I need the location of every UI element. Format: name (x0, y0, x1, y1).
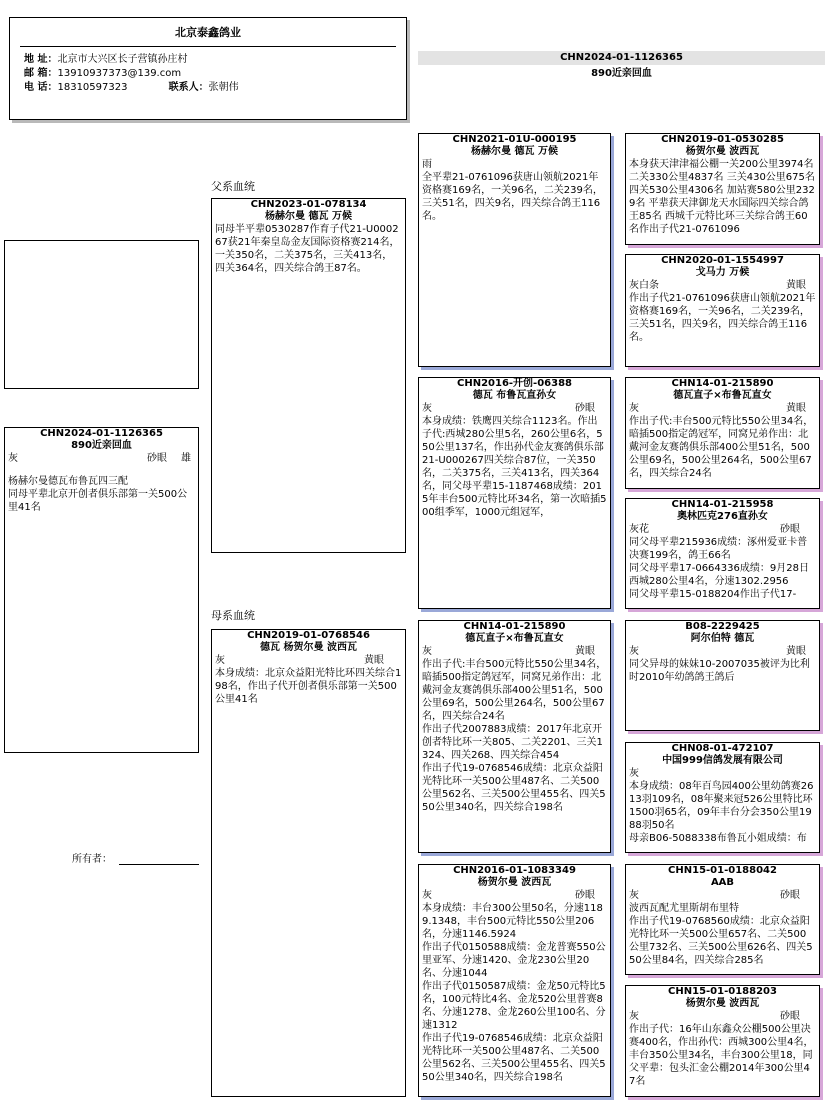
subject-card (4, 427, 199, 753)
dd-name: 杨贺尔曼 波西瓦 (477, 877, 552, 888)
sdd-eye: 砂眼 (780, 524, 800, 535)
ssd-ring: CHN2020-01-1554997 (661, 255, 784, 266)
ddd-traits (626, 1010, 819, 1023)
ddd-notes: 作出子代：16年山东鑫众公棚500公里决赛400名，作出孙代：西城300公里4名，丰台350公里34名，丰台300公里18，同父平辈：包头汇金公棚2014年300公里47名 (629, 1024, 814, 1087)
sds-notes: 作出子代:丰台500元特比550公里34名，暗插500指定鸽冠军，同窝兄弟作出：北戴河金友赛鸽俱乐部400公里51名，500公里69名，500公里264名，500公里67名，四关综合24名 (629, 416, 814, 479)
dds-color: 灰 (629, 890, 639, 901)
ddd-ring: CHN15-01-0188203 (668, 986, 777, 997)
ds-ring: CHN14-01-215890 (463, 621, 566, 632)
ds-eye: 黄眼 (575, 646, 595, 657)
dds-eye: 砂眼 (780, 890, 800, 901)
owner-line[interactable] (119, 854, 199, 865)
ssd-name: 戈马力 万候 (695, 267, 750, 278)
pigeon-photo-placeholder (4, 240, 199, 389)
dam-notes: 本身成绩：北京众益阳光特比环四关综合198名，作出子代开创者俱乐部第一关500公里41名 (215, 668, 402, 705)
dd-color: 灰 (422, 890, 432, 901)
subject-ring: CHN2024-01-1126365 (40, 428, 163, 439)
ddd-name: 杨贺尔曼 波西瓦 (685, 998, 760, 1009)
owner-label: 所有者： (72, 854, 112, 865)
subject-sex: 雄 (181, 453, 191, 464)
sds-eye: 黄眼 (786, 403, 806, 414)
kennel-name: 北京泰鑫鸽业 (175, 26, 241, 39)
dsd-name: 中国999信鸽发展有限公司 (662, 755, 783, 766)
contact-label: 联系人： (168, 82, 209, 93)
dd-notes: 本身成绩：丰台300公里50名，分速1189.1348，丰台500元特比550公里206名，分速1146.5924 作出子代0150588成绩：金龙普赛550公里亚军、分速1420、金龙230公里20名、分速1044 作出子代0150587成绩：金龙50元特比5名，100元特比4名、金龙520公里普赛8名、分速1278、金龙260公里100名、分速1312 作出子代19-0768546成绩：北京众益阳光特比环一关500公里487名、二关500公里562名、三关500公里455名、四关550公里340名，四关综合198名 (422, 903, 606, 1083)
contact-value: 张朝伟 (208, 82, 239, 93)
ddd-eye: 砂眼 (780, 1011, 800, 1022)
dsd-traits (626, 767, 819, 780)
ds-notes: 作出子代:丰台500元特比550公里34名，暗插500指定鸽冠军，同窝兄弟作出：北戴河金友赛鸽俱乐部400公里51名，500公里69名，500公里264名，500公里67名，四关综合24名 作出子代2007883成绩：2017年北京开创者特比环一关805、二关2201、三关1324、四关268、四关综合454 作出子代19-0768546成绩：北京众益阳光特比环一关500公里487名、二关500公里562名、三关500公里455名、四关550公里340名，四关综合198名 (422, 659, 607, 813)
granddam-paternal-card (418, 377, 611, 609)
sdd-notes: 同父母平辈215936成绩：涿州爱亚卡普决赛199名，鸽王66名 同父母平辈17-0664336成绩：9月28日西城280公里4名，分速1302.2956 同父母平辈15-0188204作出子代17- (629, 537, 809, 600)
phone-value: 18310597323 (57, 82, 128, 93)
dam-color: 灰 (215, 655, 225, 666)
address-value: 北京市大兴区长子营镇孙庄村 (57, 54, 188, 65)
subject-traits (5, 452, 198, 465)
sire-name: 杨赫尔曼 德瓦 万候 (265, 211, 352, 222)
sds-traits (626, 402, 819, 415)
ss-traits (419, 158, 610, 171)
subject-name: 890近亲回血 (71, 440, 132, 451)
sds-ring: CHN14-01-215890 (671, 378, 774, 389)
dsd-notes: 本身成绩：08年百鸟园400公里幼鸽赛2613羽109名，08年聚来冠526公里特比环1500羽65名，09年丰台分会350公里1988羽50名 母亲B06-5088338布鲁瓦小姐成绩：布 (629, 781, 814, 844)
sss-card (625, 133, 820, 245)
dss-ring: B08-2229425 (685, 621, 760, 632)
sds-color: 灰 (629, 403, 639, 414)
dam-ring: CHN2019-01-0768546 (247, 630, 370, 641)
subject-color: 灰 (8, 453, 18, 464)
banner-name: 890近亲回血 (591, 68, 652, 79)
dam-name: 德瓦 杨贺尔曼 波西瓦 (260, 642, 357, 653)
grandsire-maternal-card (418, 620, 611, 853)
sss-notes: 本身获天津津福公棚一关200公里3974名 二关330公里4837名 三关430公里675名 四关530公里4306名 加站赛580公里2329名 平辈获天津御龙天水国际四关综合鸽王85名 西城千元特比环三关综合鸽王60名作出子代21-0761096 (629, 159, 819, 235)
dds-name: AAB (710, 877, 735, 888)
kennel-divider (20, 46, 396, 47)
ssd-card (625, 254, 820, 367)
dss-name: 阿尔伯特 德瓦 (690, 633, 755, 644)
ds-name: 德瓦直子×布鲁瓦直女 (465, 633, 564, 644)
grandsire-paternal-card (418, 133, 611, 367)
ds-color: 灰 (422, 646, 432, 657)
ss-notes: 全平辈21-0761096获唐山领航2021年资格赛169名，一关96名，二关239名，三关51名，四关9名，四关综合鸽王116名。 (422, 172, 603, 222)
sd-name: 德瓦 布鲁瓦直孙女 (472, 390, 557, 401)
ddd-color: 灰 (629, 1011, 639, 1022)
ss-color: 雨 (422, 159, 432, 170)
sd-notes: 本身成绩：铁鹰四关综合1123名。作出子代:西城280公里5名，260公里6名，550公里137名，作出孙代金友赛鸽俱乐部21-U000267四关综合87位，一关350名，二关375名，三关413名，四关364名，同父母平辈15-1187468成绩：2015年丰台500元特比环34名，第一次暗插500组季军，1000元组冠军， (422, 416, 607, 518)
sds-name: 德瓦直子×布鲁瓦直女 (673, 390, 772, 401)
phone-label: 电 话： (24, 82, 58, 93)
sss-name: 杨贺尔曼 波西瓦 (685, 146, 760, 157)
dd-ring: CHN2016-01-1083349 (453, 865, 576, 876)
dss-color: 灰 (629, 646, 639, 657)
owner-field (72, 850, 199, 865)
banner (418, 51, 825, 65)
sss-ring: CHN2019-01-0530285 (661, 134, 784, 145)
ds-traits (419, 645, 610, 658)
sdd-card (625, 498, 820, 609)
dds-card (625, 864, 820, 975)
email-label: 邮 箱： (24, 68, 58, 79)
sdd-name: 奥林匹克276直孙女 (677, 511, 768, 522)
dss-card (625, 620, 820, 731)
granddam-maternal-card (418, 864, 611, 1097)
dss-traits (626, 645, 819, 658)
sire-line-label: 父系血统 (211, 180, 255, 193)
subject-eye: 砂眼 (147, 453, 167, 464)
subject-notes: 杨赫尔曼德瓦布鲁瓦四三配 同母平辈北京开创者俱乐部第一关500公里41名 (8, 476, 188, 513)
dds-ring: CHN15-01-0188042 (668, 865, 777, 876)
sd-eye: 砂眼 (575, 403, 595, 414)
dss-eye: 黄眼 (786, 646, 806, 657)
dam-eye: 黄眼 (364, 655, 384, 666)
ss-ring: CHN2021-01U-000195 (452, 134, 577, 145)
ssd-traits (626, 279, 819, 292)
ssd-eye: 黄眼 (786, 280, 806, 291)
dam-line-label: 母系血统 (211, 609, 255, 622)
banner-ring: CHN2024-01-1126365 (560, 52, 683, 63)
sdd-ring: CHN14-01-215958 (671, 499, 774, 510)
dds-traits (626, 889, 819, 902)
address-label: 地 址： (24, 54, 58, 65)
dsd-card (625, 742, 820, 853)
sire-card (211, 198, 406, 553)
ddd-card (625, 985, 820, 1097)
sire-notes: 同母半平辈0530287作育子代21-U000267获21年秦皇岛金友国际资格赛214名，一关350名，二关375名，三关413名，四关364名，四关综合鸽王87名。 (215, 224, 400, 274)
ss-name: 杨赫尔曼 德瓦 万候 (471, 146, 558, 157)
ssd-color: 灰白条 (629, 280, 659, 291)
sds-card (625, 377, 820, 489)
dd-traits (419, 889, 610, 902)
sdd-color: 灰花 (629, 524, 649, 535)
dam-card (211, 629, 406, 1097)
sd-ring: CHN2016-开创-06388 (457, 378, 572, 389)
email-value: 13910937373@139.com (57, 68, 182, 79)
kennel-info-box (9, 17, 407, 120)
dd-eye: 砂眼 (575, 890, 595, 901)
sdd-traits (626, 523, 819, 536)
sd-color: 灰 (422, 403, 432, 414)
dsd-color: 灰 (629, 768, 639, 779)
sire-ring: CHN2023-01-078134 (250, 199, 367, 210)
sd-traits (419, 402, 610, 415)
dam-traits (212, 654, 405, 667)
dsd-ring: CHN08-01-472107 (671, 743, 774, 754)
ssd-notes: 作出子代21-0761096获唐山领航2021年资格赛169名，一关96名，二关239名，三关51名，四关9名，四关综合鸽王116名。 (629, 293, 816, 343)
dss-notes: 同父异母的妹妹10-2007035被评为比利时2010年幼鸽鸽王鸽后 (629, 659, 810, 683)
dds-notes: 波西瓦配尤里斯胡布里特 作出子代19-0768560成绩：北京众益阳光特比环一关500公里657名、二关500公里732名、三关500公里626名、四关550公里84名，四关综合285名 (629, 903, 813, 966)
